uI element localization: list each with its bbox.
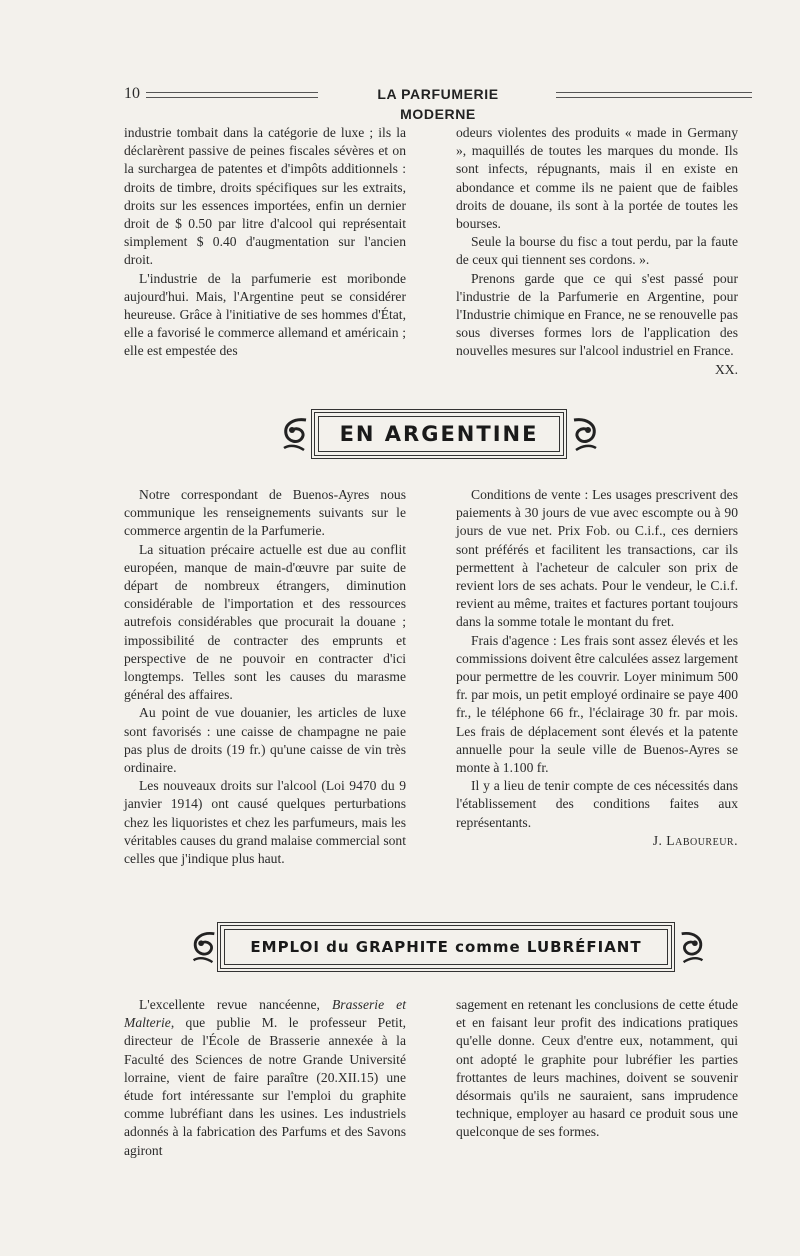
paragraph-text: , que publie M. le professeur Petit, directeur de l'École de Brasserie annexée à la Faculté des Sciences de notre Grande Université lorraine, vient de faire paraître (20.XII.15) une étude fort intéressante sur l'emploi du graphite comme lubréfiant dans les usines. Les industriels adonnés à la fabrication des Parfums et des Savons agiront [124,1015,406,1158]
paragraph: industrie tombait dans la catégorie de luxe ; ils la déclarèrent passive de peines fiscales sévères et on la surchargea de patentes et d'impôts additionnels : droits de timbre, droits spécifiques sur les extraits, droits sur les essences importées, enfin un dernier droit de $ 0.50 par litre d'alcool qui représentait simplement $ 0.40 d'augmentation sur l'ancien droit. [124,125,406,268]
page-header [124,84,752,122]
paragraph: Conditions de vente : Les usages prescrivent des paiements à 30 jours de vue avec escompte ou à 90 jours de vue net. Prix Fob. ou C.i.f., ces derniers sont préférés et facilitent les transactions, car ils permettent à l'acheteur de calculer son prix de revient lors de ses achats. Pour le vendeur, le C.i.f. revient au même, traites et factures portant toujours dans la somme totale le montant du fret. [456,487,738,630]
header-rule-left [146,92,318,98]
top-left-column [124,124,406,361]
paragraph: Frais d'agence : Les frais sont assez élevés et les commissions doivent être calculées assez largement pour permettre de les couvrir. Loyer minimum 500 fr. par mois, un petit employé ordinaire se paye 400 fr., le téléphone 66 fr., l'éclairage 30 fr. par mois. Les frais de déplacement sont élevés et la patente annuelle pour la seule ville de Buenos-Ayres se monte à 1.100 fr. [456,632,738,776]
paragraph-text: L'excellente revue nancéenne, [139,997,332,1012]
page-number: 10 [124,85,140,102]
paragraph: Les nouveaux droits sur l'alcool (Loi 9470 du 9 janvier 1914) ont causé quelques perturbations chez les liquoristes et chez les parfumeurs, mais les véritables causes du grand malaise commercial sont celles que j'indique plus haut. [124,778,406,867]
author-signature: J. Laboureur. [652,832,738,848]
section-banner-graphite [186,922,708,972]
top-right-column [456,124,738,379]
paragraph: La situation précaire actuelle est due au conflit européen, manque de main-d'œuvre par suite de départ de nombreux étrangers, diminution considérable de l'importation et des ressources autrefois considérables que procurait la douane ; impossibilité de contracter des emprunts et perspective de ne pouvoir en contracter d'ici longtemps. Telles sont les causes du marasme général des affaires. [124,541,406,703]
banner-frame [314,412,564,456]
section-banner-argentine [276,410,602,458]
art-nouveau-ornament-icon [186,927,220,967]
paragraph-text: Prenons garde que ce qui s'est passé pour l'industrie de la Parfumerie en Argentine, pour l'Industrie chimique en France, ne se renouvelle pas sous diverses formes lors de l'application des nouvelles mesures sur l'alcool industriel en France. [456,270,738,359]
paragraph: L'industrie de la parfumerie est moribonde aujourd'hui. Mais, l'Argentine peut se considérer heureuse. Grâce à l'initiative de ses hommes d'État, elle a favorisé le commerce allemand et américain ; elle est empestée des [124,270,406,359]
paragraph [124,996,406,1160]
art-nouveau-ornament-icon [676,927,710,967]
header-rule-right [556,92,752,98]
journal-title: Brasserie et Malterie [124,997,406,1031]
paragraph: Au point de vue douanier, les articles de luxe sont favorisés : une caisse de champagne ne paie pas plus de droits (19 fr.) qu'une caisse de vin très ordinaire. [124,705,406,776]
paragraph [456,270,738,377]
paragraph: sagement en retenant les conclusions de cette étude et en faisant leur profit des indications pratiques qu'elle donne. Ceux d'entre eux, notamment, qui ont adopté le graphite pour lubréfier les parties frottantes de leurs machines, doivent se souvenir désormais qu'ils ne sauraient, sans imprudence technique, employer au hasard ce produit sous une quelconque de ses formes. [456,997,738,1140]
graphite-right-column [456,996,738,1142]
banner-frame [220,925,672,969]
paragraph: Notre correspondant de Buenos-Ayres nous communique les renseignements suivants sur le commerce argentin de la Parfumerie. [124,487,406,539]
section-heading: EMPLOI du GRAPHITE comme LUBRÉFIANT [250,938,642,956]
graphite-left-column [124,996,406,1160]
art-nouveau-ornament-icon [276,414,312,454]
paragraph: odeurs violentes des produits « made in Germany », maquillés de toutes les marques du monde. Ils sont infects, répugnants, mais il en existe en abondance et comme ils ne paient que de faibles droits de douane, ils sont à la portée de toutes les bourses. [456,125,738,232]
paragraph: Seule la bourse du fisc a tout perdu, par la faute de ceux qui tiennent ses cordons. ». [456,234,738,268]
section-heading: EN ARGENTINE [339,422,539,446]
paragraph: Il y a lieu de tenir compte de ces nécessités dans l'établissement des conditions faites aux représentants. [456,778,738,830]
argentine-left-column [124,486,406,868]
argentine-right-column [456,486,738,850]
author-signature: XX. [714,361,738,377]
running-title: LA PARFUMERIE MODERNE [377,86,499,122]
art-nouveau-ornament-icon [568,414,604,454]
